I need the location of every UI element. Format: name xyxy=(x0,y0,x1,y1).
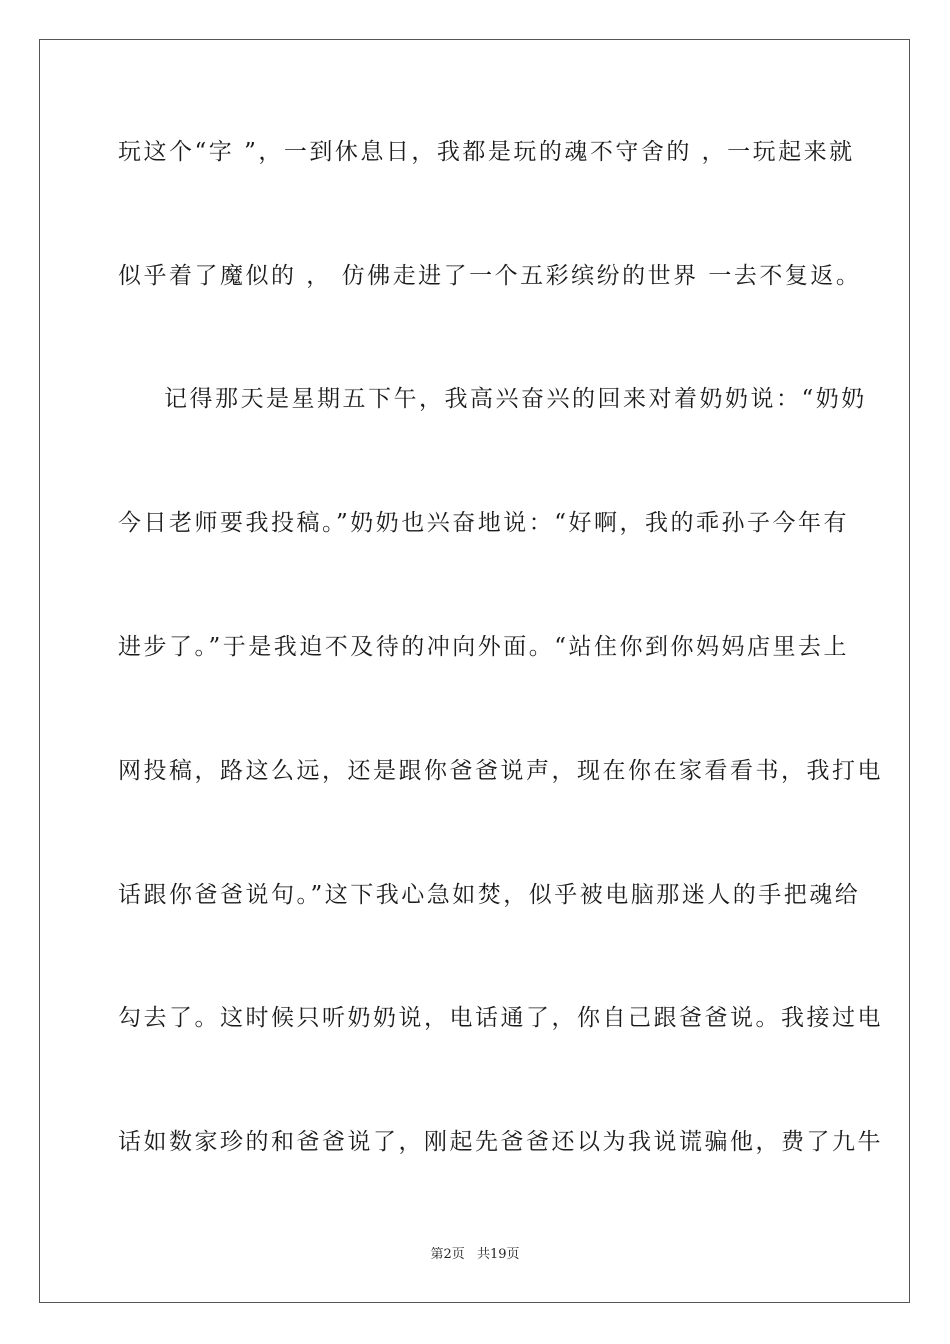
page-footer xyxy=(0,1246,950,1264)
body-text-line: 勾去了。这时候只听奶奶说，电话通了，你自己跟爸爸说。我接过电 xyxy=(118,1005,883,1031)
body-text-line: 话如数家珍的和爸爸说了，刚起先爸爸还以为我说谎骗他，费了九牛 xyxy=(118,1129,883,1155)
total-pages: 共19页 xyxy=(476,1247,520,1262)
page-border xyxy=(39,39,910,1303)
body-text-line: 今日老师要我投稿。”奶奶也兴奋地说：“好啊，我的乖孙子今年有 xyxy=(118,510,850,536)
body-text-line: 网投稿，路这么远，还是跟你爸爸说声，现在你在家看看书，我打电 xyxy=(118,758,883,784)
body-text-line: 玩这个“字 ”，一到休息日，我都是玩的魂不守舍的 ，一玩起来就 xyxy=(118,139,855,165)
body-text-line: 似乎着了魔似的 ， 仿佛走进了一个五彩缤纷的世界 一去不复返。 xyxy=(118,263,862,289)
page-number: 第2页 xyxy=(430,1247,465,1262)
paragraph-start-line: 记得那天是星期五下午，我高兴奋兴的回来对着奶奶说：“奶奶 xyxy=(164,386,867,412)
body-text-line: 进步了。”于是我迫不及待的冲向外面。“站住你到你妈妈店里去上 xyxy=(118,634,850,660)
body-text-line: 话跟你爸爸说句。”这下我心急如焚，似乎被电脑那迷人的手把魂给 xyxy=(118,882,861,908)
